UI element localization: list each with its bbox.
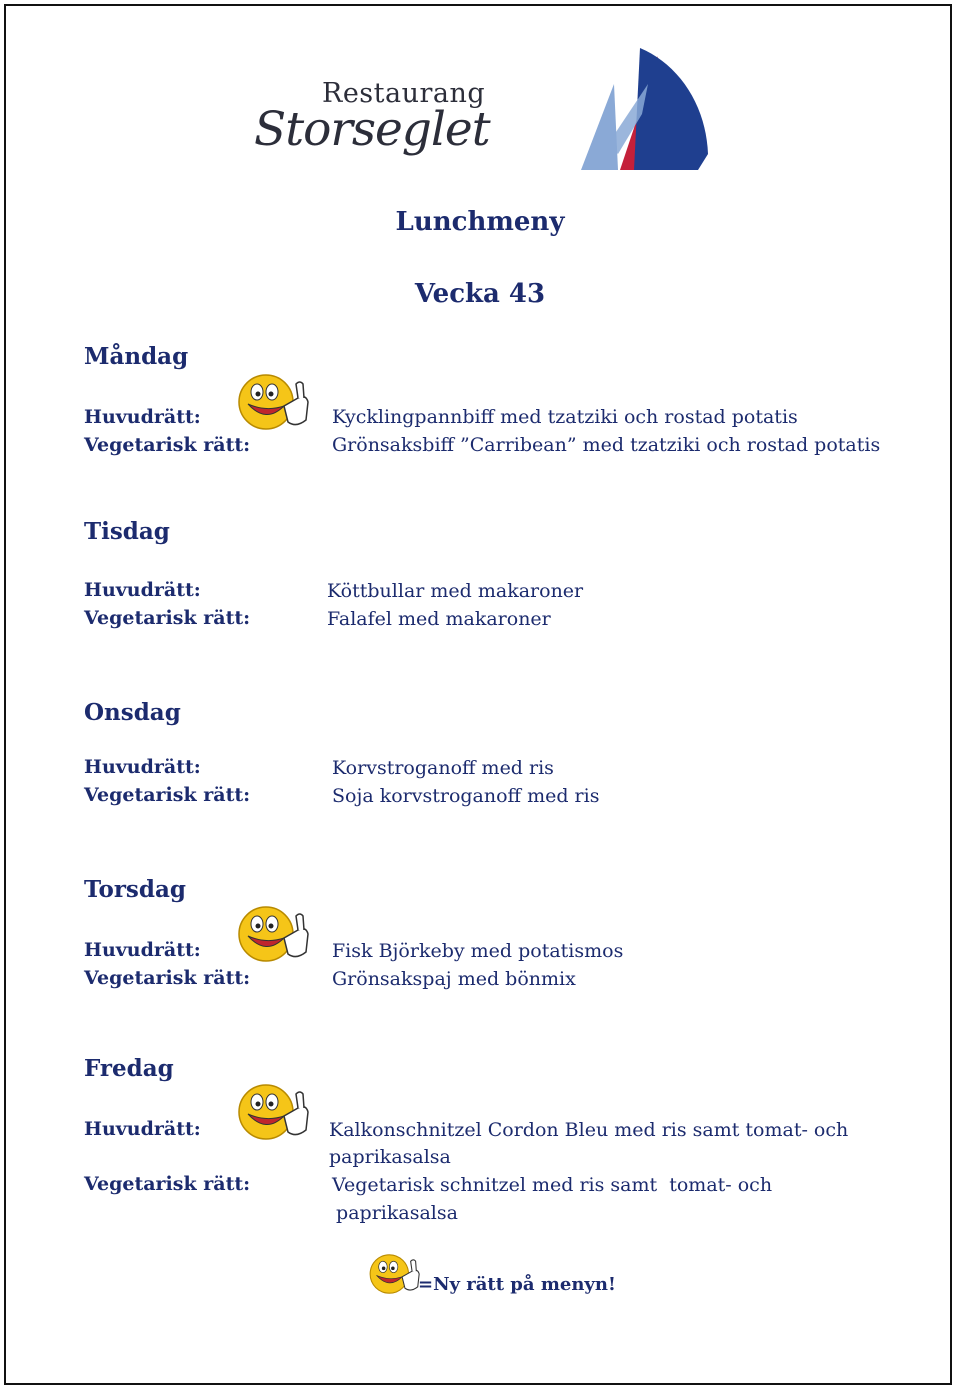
veg-dish: Falafel med makaroner <box>327 608 551 630</box>
veg-dish: Grönsaksbiff ”Carribean” med tzatziki och rostad potatis <box>332 434 881 456</box>
main-dish-line: paprikasalsa <box>329 1146 451 1168</box>
main-dish-label: Huvudrätt: <box>84 939 201 961</box>
day-name: Onsdag <box>84 699 181 726</box>
main-dish-label: Huvudrätt: <box>84 756 201 778</box>
legend-text: =Ny rätt på menyn! <box>418 1274 616 1295</box>
menu-title: Lunchmeny <box>395 207 565 237</box>
new-dish-smiley-icon <box>236 1082 312 1142</box>
veg-dish-label: Vegetarisk rätt: <box>84 607 251 629</box>
week-title: Vecka 43 <box>414 279 546 309</box>
legend-smiley-icon <box>368 1252 422 1296</box>
new-dish-smiley-icon <box>236 372 312 432</box>
new-dish-smiley-icon <box>236 904 312 964</box>
main-dish: Fisk Björkeby med potatismos <box>332 940 624 962</box>
veg-dish: Grönsakspaj med bönmix <box>332 968 576 990</box>
day-name: Fredag <box>84 1055 174 1082</box>
sail-icon <box>578 44 713 174</box>
veg-dish: Soja korvstroganoff med ris <box>332 785 600 807</box>
day-name: Måndag <box>84 343 189 370</box>
main-dish-label: Huvudrätt: <box>84 1118 201 1140</box>
main-dish: Köttbullar med makaroner <box>327 580 584 602</box>
veg-dish-label: Vegetarisk rätt: <box>84 784 251 806</box>
main-dish-label: Huvudrätt: <box>84 579 201 601</box>
main-dish-line: Kalkonschnitzel Cordon Bleu med ris samt tomat- och <box>329 1119 849 1141</box>
veg-dish-label: Vegetarisk rätt: <box>84 434 251 456</box>
veg-dish-line: paprikasalsa <box>330 1202 458 1224</box>
day-name: Torsdag <box>84 876 186 903</box>
logo-name-text: Storseglet <box>254 102 490 157</box>
main-dish: Korvstroganoff med ris <box>332 757 554 779</box>
main-dish-label: Huvudrätt: <box>84 406 201 428</box>
veg-dish-label: Vegetarisk rätt: <box>84 967 251 989</box>
main-dish: Kycklingpannbiff med tzatziki och rostad potatis <box>332 406 798 428</box>
veg-dish-line: Vegetarisk schnitzel med ris samt tomat- och <box>332 1174 773 1196</box>
veg-dish-label: Vegetarisk rätt: <box>84 1173 251 1195</box>
logo-restaurang-text: Restaurang <box>322 78 486 109</box>
day-name: Tisdag <box>84 518 170 545</box>
